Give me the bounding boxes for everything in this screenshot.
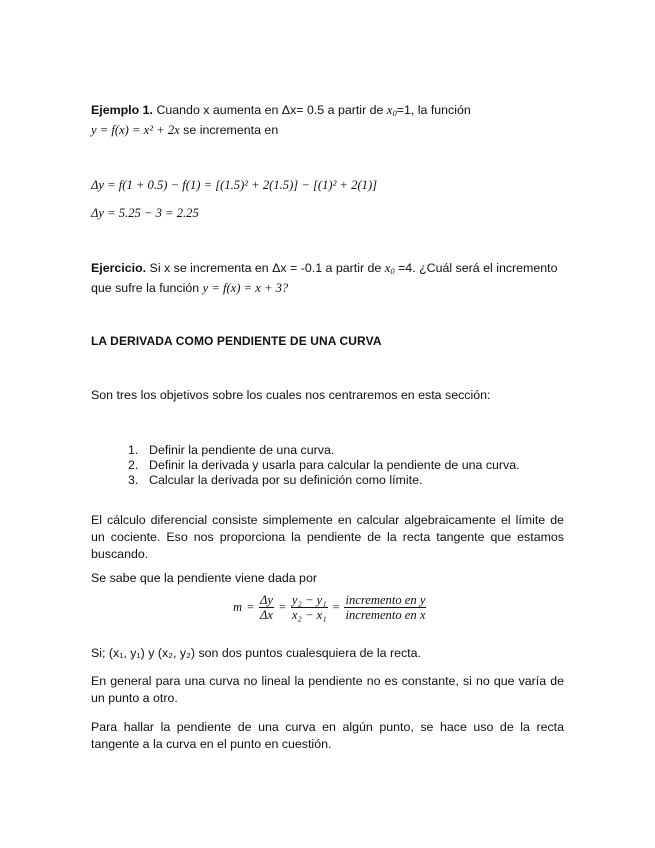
- fraction-words: [344, 593, 426, 622]
- exercise-text-2: =4. ¿Cuál será el incremento: [394, 261, 558, 275]
- example-x0-value: =1, la función: [396, 103, 471, 117]
- list-item: [128, 473, 568, 488]
- fraction-words-numerator: incremento en y: [345, 593, 426, 607]
- exercise-text: Si x se incrementa en Δx = -0.1 a partir de: [146, 261, 385, 275]
- fraction-delta-denominator: Δx: [259, 608, 273, 622]
- example-x0: [387, 103, 397, 117]
- formula-equals-2: =: [278, 600, 286, 614]
- exercise-label: Ejercicio.: [91, 261, 147, 275]
- paragraph-calculo: El cálculo diferencial consiste simplemente en calcular algebraicamente el límite de un cociente. Eso nos proporciona la pendiente de la recta tangente que estamos buscando.: [91, 513, 564, 561]
- formula-m: m: [233, 600, 243, 614]
- fraction-delta: [259, 593, 274, 622]
- objectives-list: [128, 443, 568, 488]
- list-item-text: Definir la derivada y usarla para calcular la pendiente de una curva.: [149, 458, 520, 472]
- exercise-text-3: que sufre la función: [91, 281, 203, 295]
- fraction-points: [291, 593, 328, 622]
- list-item-number: 3.: [128, 473, 139, 487]
- paragraph-puntos: Si; (x₁, y₁) y (x₂, y₂) son dos puntos cualesquiera de la recta.: [91, 646, 421, 660]
- exercise-paragraph: [91, 260, 564, 297]
- example-function: y = f(x) = x² + 2x: [91, 123, 180, 137]
- exercise-function: y = f(x) = x + 3?: [202, 281, 289, 295]
- formula-equals-1: =: [247, 600, 254, 614]
- exercise-x0-var: x: [384, 261, 391, 275]
- list-item-number: 1.: [128, 443, 139, 457]
- intro-paragraph: Son tres los objetivos sobre los cuales nos centraremos en esta sección:: [91, 388, 491, 402]
- fraction-words-denominator: incremento en x: [345, 608, 426, 622]
- exercise-x0-sub: 0: [390, 266, 395, 276]
- list-item-text: Definir la pendiente de una curva.: [149, 443, 335, 457]
- list-item: [128, 443, 568, 458]
- paragraph-tangente: Para hallar la pendiente de una curva en algún punto, se hace uso de la recta tangente a la curva en el punto en cuestión.: [91, 720, 564, 751]
- fraction-delta-numerator: Δy: [259, 593, 273, 607]
- list-item-number: 2.: [128, 458, 139, 472]
- example-label: Ejemplo 1.: [91, 103, 153, 117]
- list-item-text: Calcular la derivada por su definición como límite.: [149, 473, 423, 487]
- fraction-points-denominator: x₂ − x₁: [291, 608, 327, 622]
- equation-1: Δy = f(1 + 0.5) − f(1) = [(1.5)² + 2(1.5)] − [(1)² + 2(1)]: [91, 178, 378, 192]
- list-item: [128, 458, 568, 473]
- formula-equals-3: =: [332, 600, 340, 614]
- paragraph-pendiente: Se sabe que la pendiente viene dada por: [91, 571, 317, 585]
- example-text: Cuando x aumenta en Δx= 0.5 a partir de: [156, 103, 384, 117]
- paragraph-no-lineal: En general para una curva no lineal la pendiente no es constante, si no que varía de un punto a otro.: [91, 674, 564, 705]
- example-x0-var: x: [386, 103, 393, 117]
- example-x0-sub: 0: [392, 108, 397, 118]
- equation-2: Δy = 5.25 − 3 = 2.25: [91, 206, 199, 220]
- example-paragraph: [91, 102, 564, 139]
- exercise-x0: [385, 261, 395, 275]
- fraction-points-numerator: y₂ − y₁: [291, 593, 327, 607]
- slope-formula: [233, 593, 426, 622]
- section-heading: LA DERIVADA COMO PENDIENTE DE UNA CURVA: [91, 334, 382, 348]
- example-text-2: se incrementa en: [179, 123, 279, 137]
